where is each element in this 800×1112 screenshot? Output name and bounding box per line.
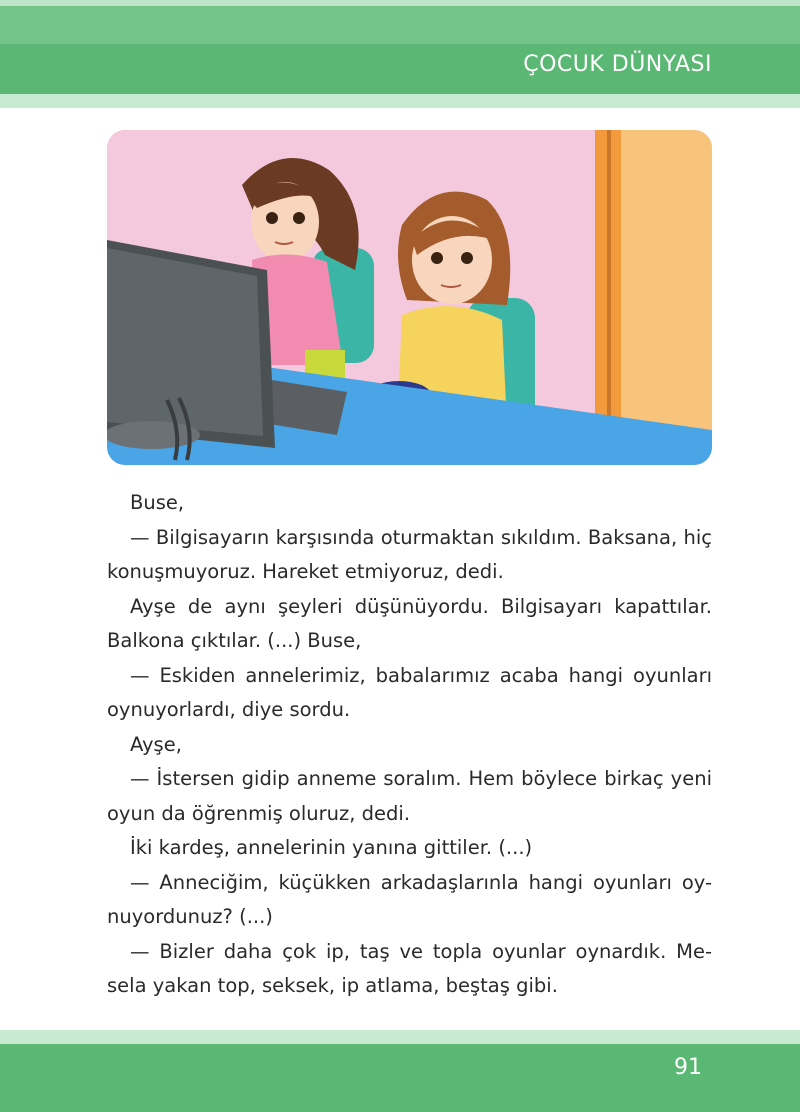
story-paragraph: Ayşe, bbox=[130, 732, 182, 756]
page-number: 91 bbox=[674, 1055, 702, 1080]
story-paragraph: — Anneciğim, küçükken arkadaşlarınla hangi oyunları oy-nuyordunuz? (...) bbox=[107, 870, 712, 928]
story-illustration bbox=[107, 130, 712, 465]
header-stripe-pale bbox=[0, 94, 800, 108]
story-text bbox=[107, 486, 712, 1004]
story-paragraph: — Bizler daha çok ip, taş ve topla oyunlar oynardık. Me-sela yakan top, seksek, ip atlama, beştaş gibi. bbox=[107, 939, 712, 997]
story-paragraph: — Bilgisayarın karşısında oturmaktan sıkıldım. Baksana, hiç konuşmuyoruz. Hareket etmiyoruz, dedi. bbox=[107, 525, 712, 583]
story-paragraph: Ayşe de aynı şeyleri düşünüyordu. Bilgisayarı kapattılar. Balkona çıktılar. (...) Buse, bbox=[107, 594, 712, 652]
story-paragraph: — Eskiden annelerimiz, babalarımız acaba hangi oyunları oynuyorlardı, diye sordu. bbox=[107, 663, 712, 721]
story-paragraph: — İstersen gidip anneme soralım. Hem böylece birkaç yeni oyun da öğrenmiş oluruz, dedi. bbox=[107, 767, 712, 825]
children-at-computer-picture bbox=[107, 130, 712, 465]
section-title: ÇOCUK DÜNYASI bbox=[523, 52, 712, 77]
story-paragraph: İki kardeş, annelerinin yanına gittiler. (...) bbox=[130, 836, 533, 859]
story-paragraph: Buse, bbox=[130, 491, 185, 514]
footer-stripe-pale bbox=[0, 1030, 800, 1044]
header-stripe-mid bbox=[0, 6, 800, 44]
